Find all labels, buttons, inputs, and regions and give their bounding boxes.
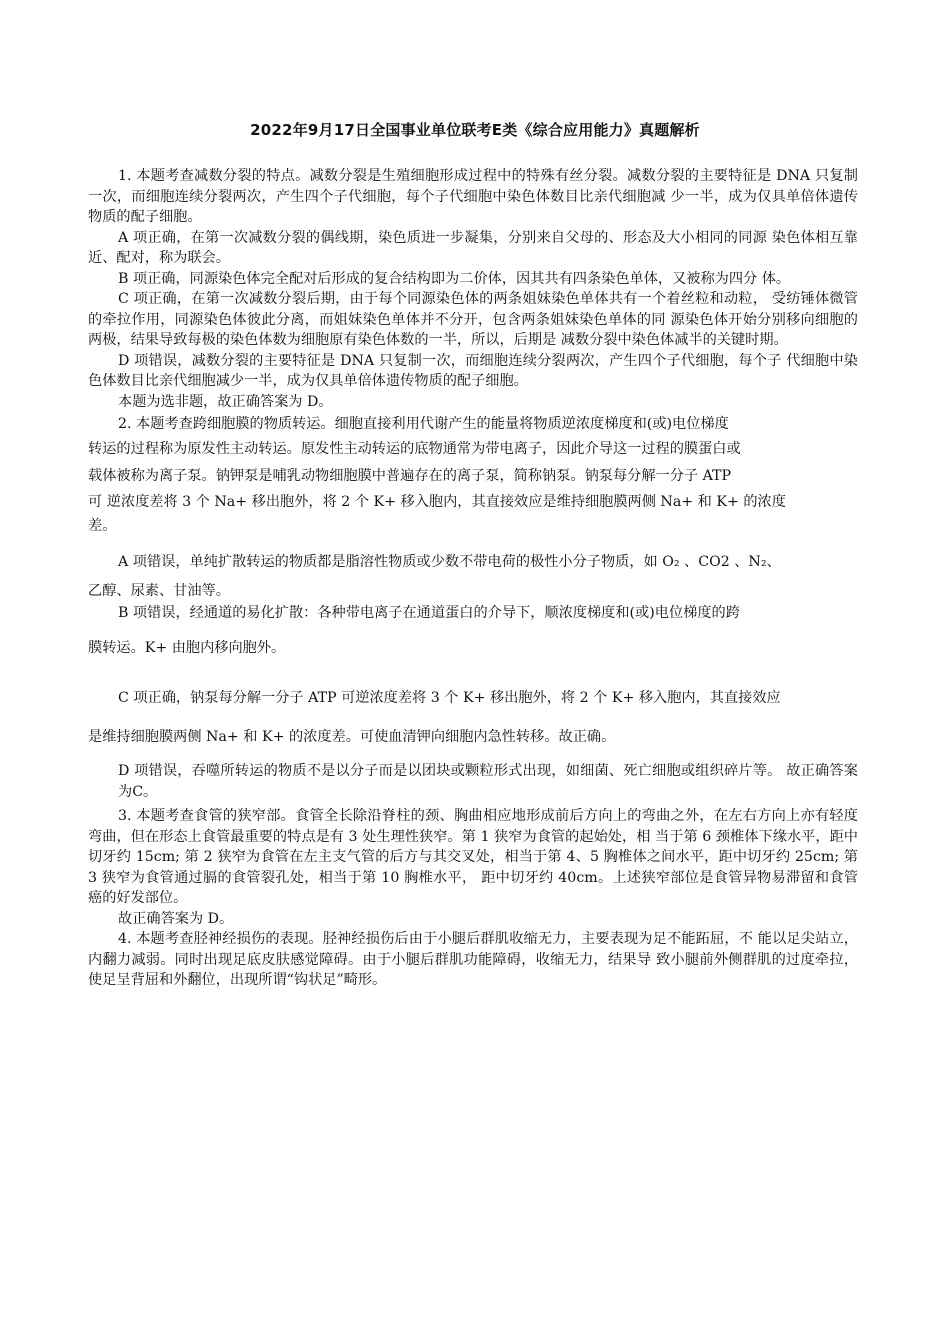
paragraph-q1-answer: 本题为选非题，故正确答案为 D。 bbox=[118, 393, 333, 410]
paragraph-q2-option-b: B 项错误，经通道的易化扩散：各种带电离子在通道蛋白的介导下，顺浓度梯度和(或)电位梯度的跨 bbox=[118, 605, 740, 621]
paragraph-q2-option-c: C 项正确，钠泵每分解一分子 ATP 可逆浓度差将 3 个 K+ 移出胞外，将 2 个 K+ 移入胞内，其直接效应 bbox=[118, 690, 781, 706]
paragraph-q2-line3: 载体被称为离子泵。钠钾泵是哺乳动物细胞膜中普遍存在的离子泵，简称钠泵。钠泵每分解一分子 ATP bbox=[88, 468, 732, 484]
document-title: 2022年9月17日全国事业单位联考E类《综合应用能力》真题解析 bbox=[250, 121, 700, 139]
document-body bbox=[88, 166, 858, 991]
paragraph-q2-option-c-cont: 是维持细胞膜两侧 Na+ 和 K+ 的浓度差。可使血清钾向细胞内急性转移。故正确。 bbox=[88, 728, 616, 745]
paragraph-q2-option-a-cont: 乙醇、尿素、甘油等。 bbox=[88, 582, 230, 599]
paragraph-q2-option-d: D 项错误，吞噬所转运的物质不是以分子而是以团块或颗粒形式出现，如细菌、死亡细胞或组织碎片等。 故正确答案为C。 bbox=[118, 763, 858, 800]
paragraph-q3-intro: 3. 本题考查食管的狭窄部。食管全长除沿脊柱的颈、胸曲相应地形成前后方向上的弯曲之外，在左右方向上亦有轻度弯曲，但在形态上食管最重要的特点是有 3 处生理性狭窄。第 1 狭窄为食管的起始处，相 当于第 6 颈椎体下缘水平，距中切牙约 15cm; 第 2 狭窄为食管在左主支气管的后方与其交叉处，相当于第 4、5 胸椎体之间水平，距中切牙约 25cm; 第 3 狭窄为食管通过膈的食管裂孔处，相当于第 10 胸椎水平， 距中切牙约 40cm。上述狭窄部位是食管异物易滞留和食管癌的好发部位。 bbox=[88, 808, 858, 906]
paragraph-q3-answer: 故正确答案为 D。 bbox=[118, 910, 234, 927]
paragraph-q1-option-d: D 项错误，减数分裂的主要特征是 DNA 只复制一次，而细胞连续分裂两次，产生四个子代细胞，每个子 代细胞中染色体数目比亲代细胞减少一半，成为仅具单倍体遗传物质的配子细胞。 bbox=[88, 352, 858, 389]
paragraph-q1-option-a: A 项正确，在第一次减数分裂的偶线期，染色质进一步凝集，分别来自父母的、形态及大小相同的同源 染色体相互靠近、配对，称为联会。 bbox=[88, 229, 858, 266]
paragraph-q1-intro: 1. 本题考查减数分裂的特点。减数分裂是生殖细胞形成过程中的特殊有丝分裂。减数分裂的主要特征是 DNA 只复制一次，而细胞连续分裂两次，产生四个子代细胞，每个子代细胞中染色体数目比亲代细胞减 少一半，成为仅具单倍体遗传物质的配子细胞。 bbox=[88, 168, 858, 225]
paragraph-q2-line5: 差。 bbox=[88, 518, 117, 534]
paragraph-q2-line4: 可 逆浓度差将 3 个 Na+ 移出胞外，将 2 个 K+ 移入胞内，其直接效应是维持细胞膜两侧 Na+ 和 K+ 的浓度 bbox=[88, 494, 786, 510]
paragraph-q2-line1: 2. 本题考查跨细胞膜的物质转运。细胞直接利用代谢产生的能量将物质逆浓度梯度和(或)电位梯度 bbox=[118, 416, 729, 432]
paragraph-q2-option-b-cont: 膜转运。K+ 由胞内移向胞外。 bbox=[88, 639, 286, 656]
paragraph-q2-line2: 转运的过程称为原发性主动转运。原发性主动转运的底物通常为带电离子，因此介导这一过程的膜蛋白或 bbox=[88, 441, 741, 457]
paragraph-q4-intro: 4. 本题考查胫神经损伤的表现。胫神经损伤后由于小腿后群肌收缩无力，主要表现为足不能跖屈，不 能以足尖站立，内翻力减弱。同时出现足底皮肤感觉障碍。由于小腿后群肌功能障碍，收缩无力，结果导 致小腿前外侧群肌的过度牵拉，使足呈背屈和外翻位，出现所谓“钩状足”畸形。 bbox=[88, 931, 858, 988]
paragraph-q1-option-c: C 项正确，在第一次减数分裂后期，由于每个同源染色体的两条姐妹染色单体共有一个着丝粒和动粒， 受纺锤体微管的牵拉作用，同源染色体彼此分离，而姐妹染色单体并不分开，包含两条姐妹染色单体的同 源染色体开始分别移向细胞的两极，结果导致每极的染色体数为细胞原有染色体数的一半，所以，后期是 减数分裂中染色体减半的关键时期。 bbox=[88, 291, 858, 348]
paragraph-q2-option-a: A 项错误，单纯扩散转运的物质都是脂溶性物质或少数不带电荷的极性小分子物质，如 O₂ 、CO2 、N₂、 bbox=[118, 554, 781, 570]
paragraph-q1-option-b: B 项正确，同源染色体完全配对后形成的复合结构即为二价体，因其共有四条染色单体，又被称为四分 体。 bbox=[118, 270, 791, 287]
